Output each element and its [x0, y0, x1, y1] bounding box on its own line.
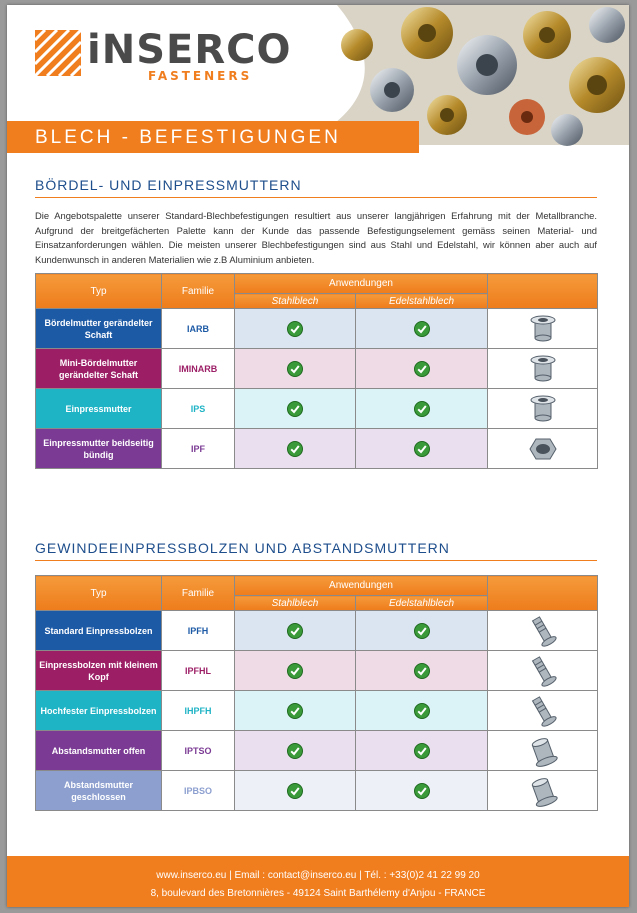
blind-standoff-icon [488, 774, 597, 808]
check-icon [235, 623, 355, 639]
footer-address: 8, boulevard des Bretonnières - 49124 Saint Barthélemy d'Anjou - FRANCE [150, 888, 486, 899]
stud-icon [488, 614, 597, 648]
product-family: IPFH [162, 611, 235, 651]
high-strength-stud-icon [488, 694, 597, 728]
edelstahlblech-check [356, 691, 488, 731]
stahlblech-check [235, 731, 356, 771]
product-image [488, 611, 598, 651]
product-type: Mini-Bördelmutter gerändelter Schaft [36, 349, 162, 389]
product-image [488, 731, 598, 771]
product-family: IPTSO [162, 731, 235, 771]
nuts-table [35, 273, 598, 469]
check-icon [356, 361, 487, 377]
product-row [36, 309, 598, 349]
stahlblech-check [235, 611, 356, 651]
studs-table [35, 575, 598, 811]
header-familie: Familie [162, 274, 235, 309]
product-row [36, 389, 598, 429]
check-icon [235, 361, 355, 377]
check-icon [356, 623, 487, 639]
press-nut-icon [488, 392, 597, 426]
product-row [36, 771, 598, 811]
product-image [488, 771, 598, 811]
stahlblech-check [235, 389, 356, 429]
banner-title: BLECH - BEFESTIGUNGEN [35, 127, 341, 148]
edelstahlblech-check [356, 771, 488, 811]
edelstahlblech-check [356, 389, 488, 429]
product-image [488, 309, 598, 349]
product-type: Abstandsmutter offen [36, 731, 162, 771]
product-family: IMINARB [162, 349, 235, 389]
check-icon [235, 401, 355, 417]
header-image [488, 274, 598, 309]
product-type: Einpressbolzen mit kleinem Kopf [36, 651, 162, 691]
product-family: IPBSO [162, 771, 235, 811]
check-icon [356, 783, 487, 799]
flanged-nut-icon [488, 312, 597, 346]
product-image [488, 349, 598, 389]
product-type: Hochfester Einpressbolzen [36, 691, 162, 731]
product-row [36, 731, 598, 771]
section-banner [7, 121, 419, 153]
check-icon [356, 401, 487, 417]
product-type: Bördelmutter gerändelter Schaft [36, 309, 162, 349]
footer-contact: www.inserco.eu | Email : contact@inserco.eu | Tél. : +33(0)2 41 22 99 20 [156, 870, 480, 881]
product-image [488, 389, 598, 429]
edelstahlblech-check [356, 731, 488, 771]
header-stahlblech: Stahlblech [235, 294, 356, 309]
datasheet-page [7, 5, 629, 907]
stahlblech-check [235, 771, 356, 811]
check-icon [235, 321, 355, 337]
product-row [36, 691, 598, 731]
open-standoff-icon [488, 734, 597, 768]
footer [7, 856, 629, 907]
product-family: IPFHL [162, 651, 235, 691]
check-icon [356, 743, 487, 759]
product-image [488, 691, 598, 731]
product-image [488, 651, 598, 691]
check-icon [356, 441, 487, 457]
header-familie: Familie [162, 576, 235, 611]
small-head-stud-icon [488, 654, 597, 688]
header-image [488, 576, 598, 611]
stahlblech-check [235, 349, 356, 389]
product-family: IARB [162, 309, 235, 349]
stahlblech-check [235, 651, 356, 691]
check-icon [356, 321, 487, 337]
edelstahlblech-check [356, 309, 488, 349]
product-image [488, 429, 598, 469]
header-anwendungen: Anwendungen [235, 576, 488, 596]
section-divider [35, 197, 597, 198]
product-family: IPS [162, 389, 235, 429]
product-row [36, 611, 598, 651]
stahlblech-check [235, 691, 356, 731]
product-family: IPF [162, 429, 235, 469]
edelstahlblech-check [356, 651, 488, 691]
edelstahlblech-check [356, 429, 488, 469]
header-typ: Typ [36, 274, 162, 309]
check-icon [235, 663, 355, 679]
check-icon [235, 703, 355, 719]
header-typ: Typ [36, 576, 162, 611]
brand-tagline: FASTENERS [148, 69, 253, 83]
stahlblech-check [235, 309, 356, 349]
mini-flanged-nut-icon [488, 352, 597, 386]
brand-name: iNSERCO [87, 27, 292, 73]
check-icon [235, 743, 355, 759]
edelstahlblech-check [356, 611, 488, 651]
check-icon [356, 703, 487, 719]
logo-stripes-icon [35, 30, 81, 76]
section-divider [35, 560, 597, 561]
product-type: Einpressmutter [36, 389, 162, 429]
edelstahlblech-check [356, 349, 488, 389]
stahlblech-check [235, 429, 356, 469]
product-row [36, 651, 598, 691]
check-icon [235, 441, 355, 457]
header-edelstahlblech: Edelstahlblech [356, 596, 488, 611]
check-icon [356, 663, 487, 679]
section-title-studs: GEWINDEEINPRESSBOLZEN UND ABSTANDSMUTTERN [35, 540, 450, 556]
product-row [36, 349, 598, 389]
hex-nut-icon [488, 432, 597, 466]
header-stahlblech: Stahlblech [235, 596, 356, 611]
header-anwendungen: Anwendungen [235, 274, 488, 294]
product-family: IHPFH [162, 691, 235, 731]
check-icon [235, 783, 355, 799]
product-type: Abstandsmutter geschlossen [36, 771, 162, 811]
product-type: Standard Einpressbolzen [36, 611, 162, 651]
section-title-nuts: BÖRDEL- UND EINPRESSMUTTERN [35, 177, 302, 193]
product-row [36, 429, 598, 469]
product-type: Einpressmutter beidseitig bündig [36, 429, 162, 469]
intro-paragraph: Die Angebotspalette unserer Standard-Blechbefestigungen resultiert aus unserer langjährigen Erfahrung mit der Metallbranche. Aufgrund der breitgefächerten Palette kann der Kunde das passende Befestigungselement gemäss seinen Material- und Einsatzanforderungen wählen. Die meisten unserer Blechbefestigungen sind aus Stahl und Edelstahl, wir können aber auch auf Kundenwunsch in anderen Materialien wie z.B Aluminium anbieten. [35, 210, 597, 265]
header-edelstahlblech: Edelstahlblech [356, 294, 488, 309]
